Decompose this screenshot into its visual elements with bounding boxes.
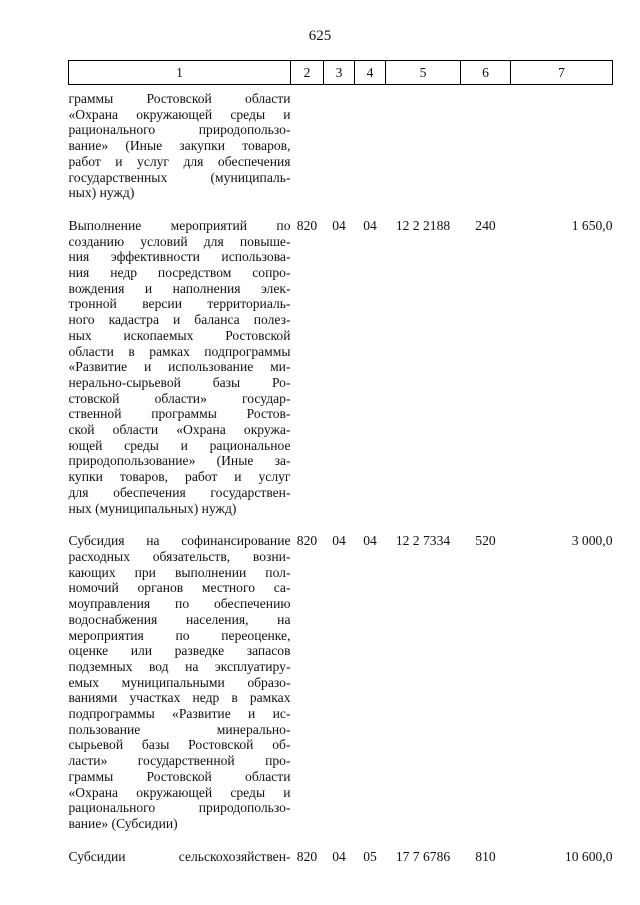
table-row: [69, 516, 613, 831]
description-line: природопользование» (Иные за-: [68, 453, 291, 469]
table-row: [69, 85, 613, 201]
row-description: [69, 201, 291, 516]
header-col-3: 3: [324, 61, 355, 85]
col-subsection: 04: [363, 533, 377, 549]
page-number: 625: [308, 28, 332, 44]
description-line: расходных обязательств, возни-: [68, 548, 291, 564]
col-section: [324, 85, 355, 201]
col-amount: 10 600,0: [564, 848, 613, 864]
description-line: вождения и наполнения элек-: [68, 280, 291, 296]
col-target-article: 12 2 2188: [395, 217, 451, 233]
header-col-4: 4: [355, 61, 386, 85]
description-line: граммы Ростовской области: [68, 91, 291, 106]
header-col-2: 2: [291, 61, 324, 85]
col-ministry-code: [291, 85, 324, 201]
col-target-article: 17 7 6786: [395, 848, 451, 864]
description-line: ющей среды и рациональное: [68, 437, 291, 453]
col-section: 04: [332, 217, 346, 233]
description-line: ных) нужд): [68, 185, 135, 201]
description-line: Субсидия на софинансирование: [68, 533, 291, 549]
description-line: мероприятия по переоценке,: [68, 627, 291, 643]
table-row: [69, 201, 613, 516]
col-subsection: 04: [363, 217, 377, 233]
description-line: купки товаров, работ и услуг: [68, 469, 291, 485]
row-description: [69, 85, 291, 201]
description-line: пользование минерально-: [68, 721, 291, 737]
description-line: ных (муниципальных) нужд): [68, 500, 237, 516]
description-line: стовской области» государ-: [68, 390, 291, 406]
description-line: тронной версии территориаль-: [68, 296, 291, 312]
col-expense-type: 520: [475, 533, 496, 549]
col-target-article: [386, 85, 461, 201]
description-line: вание» (Иные закупки товаров,: [68, 138, 291, 154]
header-col-6: 6: [461, 61, 511, 85]
col-expense-type: 240: [475, 217, 496, 233]
description-line: для обеспечения государствен-: [68, 484, 291, 500]
table-row: [69, 832, 613, 865]
col-amount: [511, 85, 613, 201]
description-line: сырьевой базы Ростовской об-: [68, 737, 291, 753]
row-description: [69, 832, 291, 865]
row-description: [69, 516, 291, 831]
header-row: [69, 61, 613, 85]
description-line: рационального природопользо-: [68, 122, 291, 138]
description-line: кающих при выполнении пол-: [68, 564, 291, 580]
description-line: моуправления по обеспечению: [68, 596, 291, 612]
description-line: оценке или разведке запасов: [68, 643, 291, 659]
col-amount: 3 000,0: [571, 533, 613, 549]
description-line: граммы Ростовской области: [68, 768, 291, 784]
header-col-7: 7: [511, 61, 613, 85]
description-line: ния эффективности использова-: [68, 249, 291, 265]
description-line: ного кадастра и баланса полез-: [68, 312, 291, 328]
col-amount: 1 650,0: [571, 217, 613, 233]
col-expense-type: 810: [475, 848, 496, 864]
description-line: ных ископаемых Ростовской: [68, 327, 291, 343]
description-line: нерально-сырьевой базы Ро-: [68, 374, 291, 390]
description-line: емых муниципальными образо-: [68, 674, 291, 690]
description-line: Субсидии сельскохозяйствен-: [68, 848, 291, 864]
col-subsection: 05: [363, 848, 377, 864]
col-section: 04: [332, 533, 346, 549]
description-line: ваниями участках недр в рамках: [68, 690, 291, 706]
budget-table: [68, 60, 613, 864]
description-line: водоснабжения населения, на: [68, 611, 291, 627]
col-section: 04: [332, 848, 346, 864]
description-line: «Развитие и использование ми-: [68, 359, 291, 375]
description-line: подземных вод на эксплуатиру-: [68, 658, 291, 674]
header-col-5: 5: [386, 61, 461, 85]
table-body: [69, 85, 613, 865]
description-line: ской области «Охрана окружа-: [68, 422, 291, 438]
col-target-article: 12 2 7334: [395, 533, 451, 549]
description-line: «Охрана окружающей среды и: [68, 106, 291, 122]
description-line: государственных (муниципаль-: [68, 169, 291, 185]
description-line: ласти» государственной про-: [68, 753, 291, 769]
description-line: ственной программы Ростов-: [68, 406, 291, 422]
description-line: подпрограммы «Развитие и ис-: [68, 706, 291, 722]
description-line: области в рамках подпрограммы: [68, 343, 291, 359]
description-line: созданию условий для повыше-: [68, 233, 291, 249]
description-line: Выполнение мероприятий по: [68, 217, 291, 233]
header-col-1: 1: [69, 61, 291, 85]
description-line: ния недр посредством сопро-: [68, 265, 291, 281]
col-subsection: [355, 85, 386, 201]
description-line: номочий органов местного са-: [68, 580, 291, 596]
description-line: работ и услуг для обеспечения: [68, 153, 291, 169]
col-ministry-code: 820: [296, 217, 318, 233]
description-line: рационального природопользо-: [68, 800, 291, 816]
col-expense-type: [461, 85, 511, 201]
description-line: вание» (Субсидии): [68, 815, 178, 831]
col-ministry-code: 820: [296, 848, 318, 864]
col-ministry-code: 820: [296, 533, 318, 549]
description-line: «Охрана окружающей среды и: [68, 784, 291, 800]
